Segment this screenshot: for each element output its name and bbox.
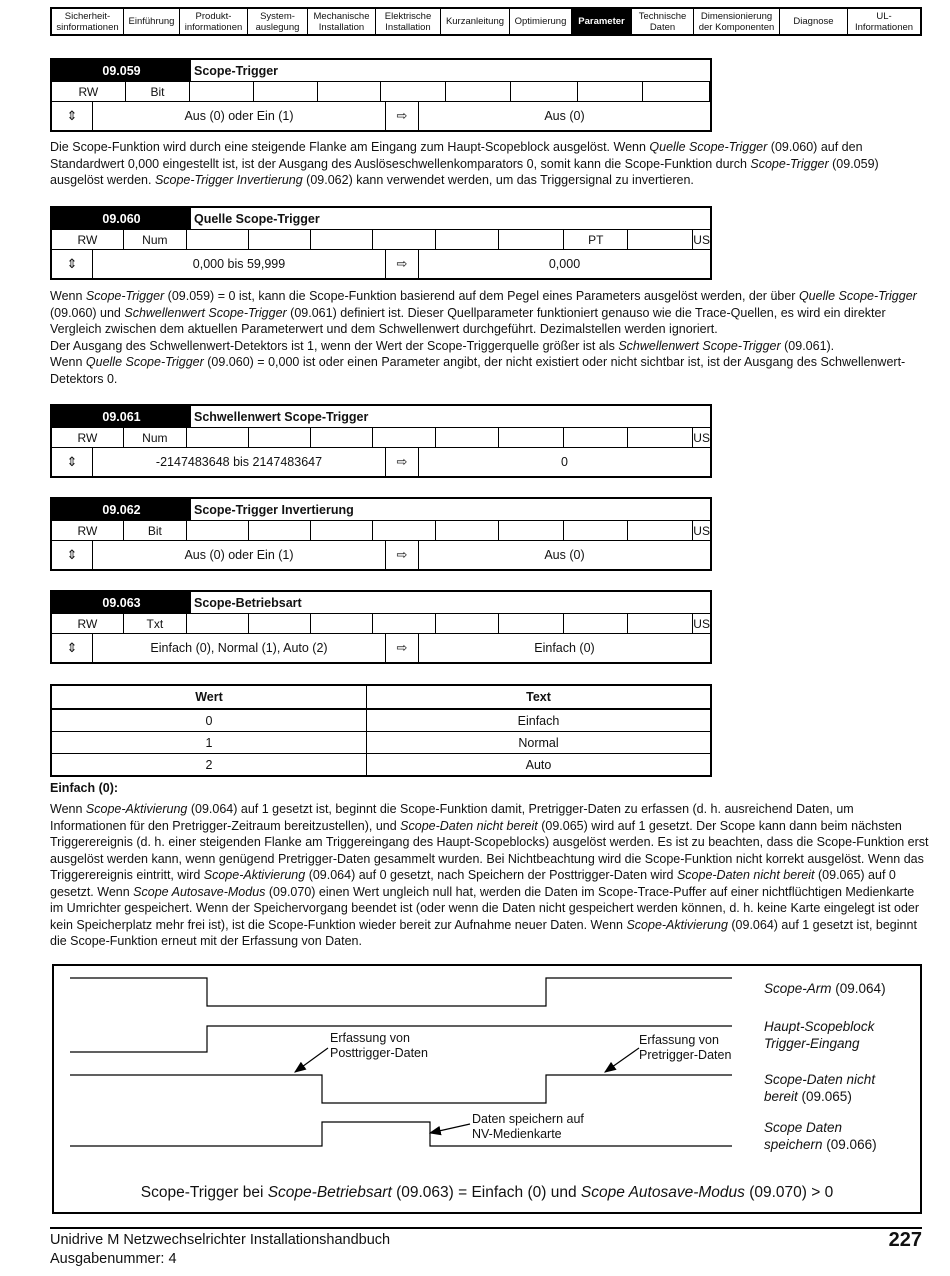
nav-tab-diagnostics[interactable]: Diagnose — [780, 9, 848, 34]
table-row — [51, 754, 711, 777]
param-attribute-cell — [446, 82, 511, 101]
param-attribute-cell: US — [693, 232, 710, 247]
param-box-09-061 — [50, 404, 712, 478]
param-attribute-cell — [628, 521, 693, 540]
signal-save-data — [70, 1122, 732, 1146]
text-run: Wenn — [50, 289, 86, 303]
table-cell: Normal — [367, 732, 712, 754]
param-range-row — [52, 102, 710, 130]
param-range: 0,000 bis 59,999 — [93, 250, 386, 278]
text-run: Wenn — [50, 355, 86, 369]
param-number: 09.062 — [52, 499, 191, 520]
param-attribute-cell: RW — [52, 614, 124, 633]
text-run: (09.065) auf 0 gesetzt. Wenn — [50, 868, 896, 899]
param-range: Einfach (0), Normal (1), Auto (2) — [93, 634, 386, 662]
text-run: (09.061) definiert ist. Dieser Quellparameter funktioniert genauso wie die Trace-Quellen, es wird ein direkter Vergleich zwischen dem aktuellen Parameterwert und dem Schwellenwert durchgeführt. Dezimalstellen werden ignoriert. — [50, 305, 886, 336]
param-attribute-cell — [311, 428, 373, 447]
value-text-table — [50, 684, 712, 777]
param-default: 0 — [561, 455, 568, 469]
param-attribute-cell: Num — [124, 428, 187, 447]
nav-tab-safety[interactable]: Sicherheit-sinformationen — [52, 9, 124, 34]
param-header-row — [52, 499, 710, 521]
param-attribute-cell: PT — [564, 230, 628, 249]
param-attribute-cell — [249, 230, 311, 249]
nav-tab-electrical-installation[interactable]: Elektrische Installation — [376, 9, 441, 34]
footer-title: Unidrive M Netzwechselrichter Installationshandbuch — [50, 1232, 391, 1248]
table-cell: 2 — [51, 754, 367, 777]
table-cell: Auto — [367, 754, 712, 777]
param-header-row — [52, 60, 710, 82]
parameter-reference: Scope-Aktivierung — [203, 868, 306, 882]
label-scope-arm: Scope-Arm (09.064) — [764, 981, 886, 996]
param-range-row — [52, 250, 710, 278]
default-arrow-icon: ⇨ — [386, 541, 419, 569]
param-attribute-cell: Bit — [126, 82, 191, 101]
parameter-reference: Scope Autosave-Modus — [580, 1184, 745, 1201]
paragraph-scope-trigger — [50, 139, 930, 189]
read-write-icon: ⇕ — [52, 634, 93, 662]
text-run: (09.062) kann verwendet werden, um das Triggersignal zu invertieren. — [302, 173, 694, 187]
param-header-row — [52, 406, 710, 428]
param-attribute-cell — [187, 428, 249, 447]
param-attributes-row — [52, 521, 710, 541]
parameter-reference: Quelle Scope-Trigger — [649, 140, 768, 154]
signal-data-not-ready — [70, 1075, 732, 1103]
text-run: (09.060) auf den Standardwert 0,000 eingestellt ist, ist der Ausgang des Auslöseschwellenkomparators 0, somit kann die Scope-Funktion durch — [50, 140, 863, 171]
param-range: -2147483648 bis 2147483647 — [93, 448, 386, 476]
paragraph-single-mode — [50, 801, 930, 950]
text-run: (09.059) ausgelöst werden. — [50, 156, 879, 187]
label-save-data: Scope Daten speichern (09.066) — [764, 1120, 877, 1152]
param-attribute-cell — [564, 428, 628, 447]
arrow-posttrigger — [295, 1048, 328, 1072]
read-write-icon: ⇕ — [52, 250, 93, 278]
text-run: Scope-Trigger bei — [140, 1184, 268, 1201]
parameter-reference: Scope-Aktivierung — [626, 917, 728, 932]
default-arrow-icon: ⇨ — [386, 634, 419, 662]
param-attribute-cell — [511, 82, 578, 101]
param-attribute-cell — [187, 521, 249, 540]
param-attribute-cell — [643, 82, 710, 101]
param-attribute-cell — [190, 82, 254, 101]
param-attribute-cell — [187, 614, 249, 633]
paragraph-threshold-output — [50, 338, 930, 355]
nav-tab-component-sizing[interactable]: Dimensionierung der Komponenten — [694, 9, 780, 34]
text-run: (09.059) = 0 ist, kann die Scope-Funktion basierend auf dem Pegel eines Parameters ausgelöst werden, der über — [164, 289, 799, 303]
label-data-not-ready: Scope-Daten nicht bereit (09.065) — [764, 1072, 876, 1104]
param-attribute-cell — [373, 428, 436, 447]
param-attribute-cell — [311, 614, 373, 633]
section-navigation — [50, 7, 922, 36]
parameter-reference: Scope-Trigger Invertierung — [154, 173, 303, 187]
param-attribute-cell — [311, 521, 373, 540]
text-run: Die Scope-Funktion wird durch eine steigende Flanke am Eingang zum Haupt-Scopeblock ausgelöst. Wenn — [50, 140, 650, 154]
param-attribute-cell — [254, 82, 318, 101]
param-box-09-062 — [50, 497, 712, 571]
param-attribute-cell — [628, 230, 693, 249]
param-attribute-cell: Bit — [124, 521, 187, 540]
signal-scope-arm — [70, 978, 732, 1006]
footer-divider — [50, 1227, 922, 1229]
param-number: 09.059 — [52, 60, 191, 81]
text-run: (09.070) einen Wert ungleich null hat, werden die Daten im Scope-Trace-Puffer auf einer nichtflüchtigen Medienkarte im Umrichter gespeichert. Wenn der Speichervorgang beendet ist (oder wenn die Daten nicht gespeichert werden können, d. h. keine Karte eingelegt ist oder kein Speicherplatz mehr frei ist), ist die Scope-Funktion wieder bereit zur Aufnahme neuer Daten. Wenn — [50, 884, 920, 932]
footer-issue: Ausgabenummer: 4 — [50, 1251, 177, 1267]
param-number: 09.061 — [52, 406, 191, 427]
nav-tab-introduction[interactable]: Einführung — [124, 9, 180, 34]
arrow-pretrigger — [605, 1048, 639, 1072]
parameter-reference: Scope-Trigger — [750, 156, 829, 171]
read-write-icon: ⇕ — [52, 448, 93, 476]
param-name: Scope-Betriebsart — [194, 595, 302, 610]
param-attributes-row — [52, 82, 710, 102]
param-attribute-cell — [499, 428, 564, 447]
param-range-row — [52, 448, 710, 476]
annotation-posttrigger: Erfassung von Posttrigger-Daten — [330, 1031, 428, 1060]
parameter-reference: Schwellenwert Scope-Trigger — [618, 338, 781, 353]
param-attribute-cell — [499, 230, 564, 249]
param-box-09-059 — [50, 58, 712, 132]
table-header-row — [51, 685, 711, 709]
param-attribute-cell — [249, 614, 311, 633]
param-attribute-cell: US — [693, 430, 710, 445]
param-attribute-cell: Txt — [124, 614, 187, 633]
nav-tab-quick-start[interactable]: Kurzanleitung — [441, 9, 510, 34]
nav-tab-system-design[interactable]: System-auslegung — [248, 9, 308, 34]
nav-tab-optimization[interactable]: Optimierung — [510, 9, 572, 34]
param-attribute-cell — [187, 230, 249, 249]
param-range: Aus (0) oder Ein (1) — [93, 102, 386, 130]
param-name: Scope-Trigger — [194, 63, 279, 78]
text-run: (09.065) wird auf 1 gesetzt. Der Scope kann dann beim nächsten Triggerereignis (d. h. einer steigenden Flanke am Triggereingang des Haupt-Scopeblocks) ausgelöst werden. Es ist zu beachten, dass die Scope-Funktion erst ausgelöst werden kann, wenn genügend Pretrigger-Daten gesammelt wurden. Bei Nichtbeachtung wird die Scope-Funktion nicht korrekt ausgelöst. Wenn das Triggerereignis eintritt, wird — [50, 818, 929, 882]
default-arrow-icon: ⇨ — [386, 250, 419, 278]
default-arrow-icon: ⇨ — [386, 448, 419, 476]
param-attribute-cell: Num — [124, 230, 187, 249]
param-name: Quelle Scope-Trigger — [194, 211, 320, 226]
param-attribute-cell — [318, 82, 382, 101]
parameter-reference: Scope-Aktivierung — [85, 802, 188, 816]
nav-tab-technical-data[interactable]: Technische Daten — [632, 9, 694, 34]
subheading-single-mode: Einfach (0): — [50, 781, 119, 795]
table-cell: Einfach — [367, 709, 712, 732]
param-attribute-cell — [564, 521, 628, 540]
parameter-reference: Schwellenwert Scope-Trigger — [124, 305, 287, 320]
param-attribute-cell — [373, 230, 436, 249]
param-attribute-cell — [436, 614, 499, 633]
annotation-save-nv: Daten speichern auf NV-Medienkarte — [472, 1112, 584, 1141]
paragraph-source-zero — [50, 354, 930, 387]
param-attribute-cell — [499, 614, 564, 633]
param-attribute-cell: RW — [52, 428, 124, 447]
param-box-09-063 — [50, 590, 712, 664]
text-run: (09.064) auf 0 gesetzt, nach Speichern der Posttrigger-Daten wird — [305, 868, 677, 882]
param-attribute-cell: RW — [52, 82, 126, 101]
param-default: Aus (0) — [544, 548, 585, 562]
read-write-icon: ⇕ — [52, 102, 93, 130]
parameter-reference: Scope Autosave-Modus — [133, 884, 266, 899]
text-run: Wenn — [50, 802, 86, 816]
parameter-reference: Scope-Daten nicht bereit — [400, 818, 538, 833]
param-attribute-cell: US — [693, 523, 710, 538]
nav-tab-ul-info[interactable]: UL-Informationen — [854, 10, 914, 33]
param-header-row — [52, 208, 710, 230]
label-trigger-input: Haupt-Scopeblock Trigger-Eingang — [764, 1019, 875, 1051]
param-attribute-cell — [249, 521, 311, 540]
text-run: (09.064) auf 1 gesetzt ist, beginnt die Scope-Funktion erneut mit der Erfassung von Daten. — [50, 917, 917, 948]
read-write-icon: ⇕ — [52, 541, 93, 569]
param-attributes-row — [52, 428, 710, 448]
table-row — [51, 709, 711, 732]
param-attribute-cell: RW — [52, 230, 124, 249]
table-row — [51, 732, 711, 754]
param-name: Scope-Trigger Invertierung — [194, 502, 354, 517]
param-default: Aus (0) — [544, 109, 585, 123]
param-box-09-060 — [50, 206, 712, 280]
table-cell: 1 — [51, 732, 367, 754]
param-attributes-row — [52, 230, 710, 250]
text-run: (09.060) = 0,000 ist oder einen Parameter angibt, der nicht existiert oder nicht sichtbar ist, ist der Ausgang des Schwellenwert-Detektors 0. — [50, 355, 906, 386]
text-run: (09.070) > 0 — [744, 1184, 834, 1201]
param-number: 09.060 — [52, 208, 191, 229]
param-attribute-cell — [436, 428, 499, 447]
param-range-row — [52, 634, 710, 662]
param-default: Einfach (0) — [534, 641, 595, 655]
table-header-text: Text — [367, 685, 712, 709]
nav-tab-mechanical-installation[interactable]: Mechanische Installation — [308, 9, 376, 34]
diagram-caption — [54, 1184, 920, 1202]
param-attribute-cell — [578, 82, 644, 101]
param-range: Aus (0) oder Ein (1) — [93, 541, 386, 569]
param-attribute-cell — [249, 428, 311, 447]
param-range-row — [52, 541, 710, 569]
parameter-reference: Quelle Scope-Trigger — [85, 355, 204, 369]
param-attribute-cell — [373, 521, 436, 540]
annotation-pretrigger: Erfassung von Pretrigger-Daten — [639, 1033, 732, 1062]
param-attribute-cell — [381, 82, 446, 101]
text-run: (09.063) = Einfach (0) und — [391, 1184, 581, 1201]
param-name: Schwellenwert Scope-Trigger — [194, 409, 369, 424]
text-run: (09.060) und — [50, 305, 125, 320]
param-default: 0,000 — [548, 257, 581, 271]
param-attribute-cell — [564, 614, 628, 633]
parameter-reference: Scope-Daten nicht bereit — [676, 868, 815, 882]
param-attribute-cell — [628, 614, 693, 633]
param-attribute-cell: RW — [52, 521, 124, 540]
param-attribute-cell — [311, 230, 373, 249]
param-header-row — [52, 592, 710, 614]
timing-diagram — [52, 964, 922, 1214]
param-attribute-cell — [628, 428, 693, 447]
parameter-reference: Scope-Trigger — [85, 289, 165, 303]
param-attribute-cell — [436, 521, 499, 540]
nav-tab-parameter[interactable]: Parameter — [572, 9, 632, 34]
param-number: 09.063 — [52, 592, 191, 613]
param-attribute-cell — [373, 614, 436, 633]
param-attribute-cell: US — [693, 616, 710, 631]
default-arrow-icon: ⇨ — [386, 102, 419, 130]
arrow-save-nv — [430, 1124, 470, 1133]
table-header-value: Wert — [51, 685, 367, 709]
parameter-reference: Scope-Betriebsart — [267, 1184, 392, 1201]
param-attributes-row — [52, 614, 710, 634]
parameter-reference: Quelle Scope-Trigger — [798, 289, 917, 303]
page-number: 227 — [888, 1229, 922, 1251]
table-cell: 0 — [51, 709, 367, 732]
param-attribute-cell — [436, 230, 499, 249]
text-run: (09.064) auf 1 gesetzt ist, beginnt die Scope-Funktion damit, Pretrigger-Daten zu erfassen (d. h. ausreichend Daten, um Informationen für den Pretrigger-Zeitraum bereitzustellen), und — [50, 802, 854, 833]
text-run: Der Ausgang des Schwellenwert-Detektors ist 1, wenn der Wert der Scope-Triggerquelle größer ist als — [50, 338, 619, 353]
nav-tab-product-info[interactable]: Produkt-informationen — [180, 9, 248, 34]
text-run: (09.061). — [780, 338, 835, 353]
paragraph-trigger-source — [50, 288, 930, 338]
param-attribute-cell — [499, 521, 564, 540]
